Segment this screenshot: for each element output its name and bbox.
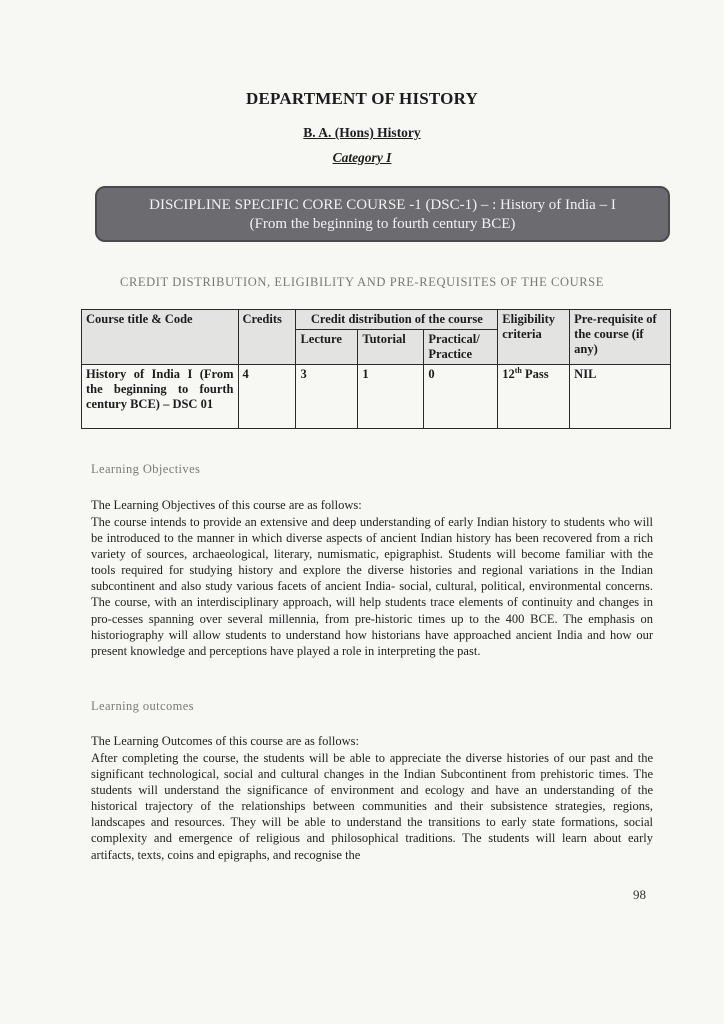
- table-header-row: [82, 310, 671, 330]
- header-tutorial: Tutorial: [358, 330, 424, 365]
- learning-outcomes-title: Learning outcomes: [91, 699, 194, 713]
- header-credit-distribution: Credit distribution of the course: [296, 310, 498, 330]
- learning-outcomes-intro: The Learning Outcomes of this course are as follows:: [91, 734, 359, 748]
- banner-line-1: DISCIPLINE SPECIFIC CORE COURSE -1 (DSC-1) – : History of India – I: [149, 197, 616, 213]
- eligibility-number: 12: [502, 367, 515, 381]
- cell-credits: 4: [238, 365, 296, 429]
- cell-eligibility: [498, 365, 570, 429]
- credit-distribution-table: [81, 309, 671, 429]
- learning-objectives-text: The course intends to provide an extensive and deep understanding of early Indian history to students who will be introduced to the manner in which diverse aspects of ancient Indian history has been recovered from a rich variety of sources, archaeological, literary, numismatic, epigraphist. Students will become familiar with the tools required for studying history and explore the diverse histories and regional variations in the Indian subcontinent and also study various facets of ancient India- social, cultural, political, environmental concerns. The course, with an interdisciplinary approach, will help students trace elements of continuity and changes in pro-cesses spanning over several millennia, from pre-historic times up to the 400 BCE. The emphasis on historiography will allow students to understand how historians have approached ancient India and how our present knowledge and perceptions have played a role in interpreting the past.: [91, 515, 653, 658]
- header-prerequisite: Pre-requisite of the course (if any): [570, 310, 671, 365]
- table-row: [82, 365, 671, 429]
- header-eligibility: Eligibility criteria: [498, 310, 570, 365]
- cell-prerequisite: NIL: [570, 365, 671, 429]
- header-lecture: Lecture: [296, 330, 358, 365]
- eligibility-text: Pass: [521, 367, 549, 381]
- learning-objectives-intro: The Learning Objectives of this course are as follows:: [91, 498, 362, 512]
- program-title: B. A. (Hons) History: [303, 125, 421, 140]
- learning-outcomes-text: After completing the course, the students will be able to appreciate the diverse histories of our past and the significant technological, social and cultural changes in the Indian Subcontinent from prehistoric times. The students will understand the significance of environment and ecology and have an understanding of the historical trajectory of the relationships between communities and their subsistence strategies, regions, landscapes and resources. They will be able to understand the transitions to early state formations, social complexity and emergence of religious and philosophical traditions. The students will learn about early artifacts, texts, coins and epigraphs, and recognise the: [91, 751, 653, 862]
- credit-distribution-heading: CREDIT DISTRIBUTION, ELIGIBILITY AND PRE-REQUISITES OF THE COURSE: [120, 275, 604, 289]
- header-practical: Practical/ Practice: [424, 330, 498, 365]
- cell-practical: 0: [424, 365, 498, 429]
- course-banner: [95, 186, 670, 242]
- page-number: 98: [633, 887, 646, 902]
- cell-tutorial: 1: [358, 365, 424, 429]
- header-course-title: Course title & Code: [82, 310, 239, 365]
- banner-line-2: (From the beginning to fourth century BCE): [249, 216, 516, 232]
- cell-course-title: History of India I (From the beginning to fourth century BCE) – DSC 01: [82, 365, 239, 429]
- cell-lecture: 3: [296, 365, 358, 429]
- eligibility-suffix: th: [514, 365, 522, 375]
- department-title: DEPARTMENT OF HISTORY: [246, 89, 478, 108]
- category-label: Category I: [332, 150, 392, 165]
- header-credits: Credits: [238, 310, 296, 365]
- learning-objectives-title: Learning Objectives: [91, 462, 201, 476]
